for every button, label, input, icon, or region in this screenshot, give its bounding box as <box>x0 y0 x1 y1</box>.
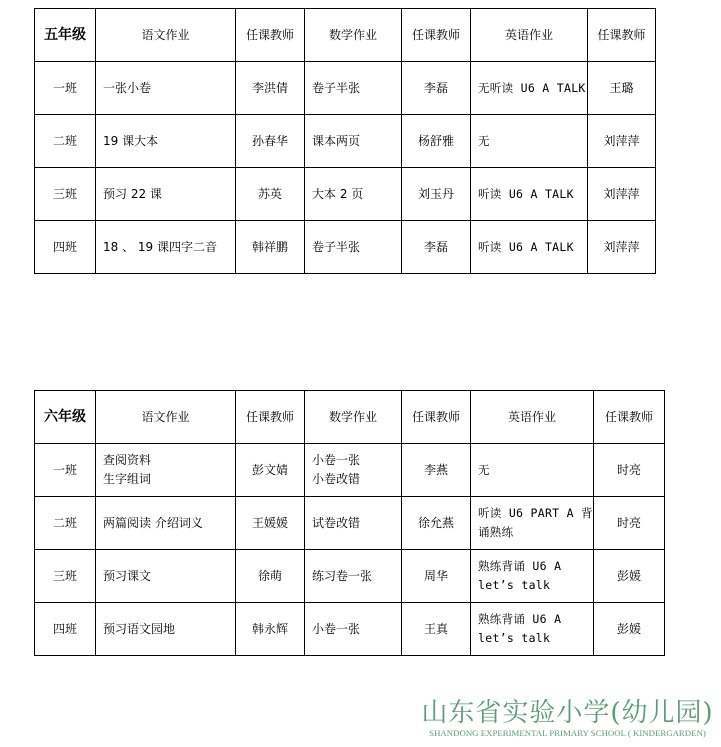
table-header-row <box>35 391 665 444</box>
chinese-teacher: 韩永辉 <box>236 603 305 656</box>
class-name: 四班 <box>35 221 96 274</box>
math-homework-cell <box>305 168 402 221</box>
math-teacher: 李磊 <box>402 62 471 115</box>
chinese-teacher: 彭文婧 <box>236 444 305 497</box>
chinese-homework-cell <box>96 550 236 603</box>
math-teacher: 徐允燕 <box>402 497 471 550</box>
chinese-homework-cell <box>96 168 236 221</box>
chinese-homework-line: 查阅资料 <box>103 453 152 467</box>
math-homework-line: 练习卷一张 <box>312 568 373 583</box>
chinese-teacher: 孙春华 <box>236 115 305 168</box>
class-name: 二班 <box>35 115 96 168</box>
chinese-teacher: 王媛媛 <box>236 497 305 550</box>
english-teacher: 彭媛 <box>594 550 665 603</box>
english-homework-cell <box>471 444 594 497</box>
math-teacher: 王真 <box>402 603 471 656</box>
english-homework-cell <box>471 221 588 274</box>
table-row <box>35 168 656 221</box>
class-name: 四班 <box>35 603 96 656</box>
school-logo <box>420 692 715 744</box>
chinese-teacher: 徐萌 <box>236 550 305 603</box>
chinese-homework-line: 预习 22 课 <box>103 186 162 201</box>
column-header: 语文作业 <box>96 391 236 444</box>
math-homework-line: 卷子半张 <box>312 80 361 95</box>
english-homework-line: 听读 U6 A TALK <box>478 186 574 201</box>
english-homework-cell <box>471 550 594 603</box>
chinese-homework-cell <box>96 444 236 497</box>
math-homework-line: 课本两页 <box>312 133 361 148</box>
school-logo-name-en: SHANDONG EXPERIMENTAL PRIMARY SCHOOL ( KINDERGARDEN) <box>429 728 706 738</box>
column-header: 任课教师 <box>402 9 471 62</box>
chinese-homework-line: 一张小卷 <box>103 80 152 95</box>
english-teacher: 刘萍萍 <box>588 168 656 221</box>
english-homework-cell <box>471 497 594 550</box>
english-teacher: 刘萍萍 <box>588 115 656 168</box>
math-homework-line: 大本 2 页 <box>312 186 364 201</box>
math-homework-line: 小卷改错 <box>312 472 361 486</box>
math-homework-cell <box>305 444 402 497</box>
table-row <box>35 115 656 168</box>
english-homework-line: 无听读 U6 A TALK <box>478 80 586 95</box>
chinese-homework-line: 预习课文 <box>103 568 152 583</box>
chinese-homework-line: 19 课大本 <box>103 133 159 148</box>
math-homework-cell <box>305 115 402 168</box>
column-header: 数学作业 <box>305 391 402 444</box>
english-teacher: 刘萍萍 <box>588 221 656 274</box>
grade-label: 六年级 <box>35 391 96 444</box>
table-row <box>35 550 665 603</box>
chinese-homework-cell <box>96 497 236 550</box>
math-teacher: 刘玉丹 <box>402 168 471 221</box>
math-homework-cell <box>305 603 402 656</box>
class-name: 一班 <box>35 62 96 115</box>
math-teacher: 杨舒雅 <box>402 115 471 168</box>
column-header: 语文作业 <box>96 9 236 62</box>
math-homework-line: 试卷改错 <box>312 515 361 530</box>
english-homework-cell <box>471 62 588 115</box>
column-header: 任课教师 <box>588 9 656 62</box>
math-homework-cell <box>305 221 402 274</box>
table-header-row <box>35 9 656 62</box>
english-teacher: 彭媛 <box>594 603 665 656</box>
english-teacher: 王璐 <box>588 62 656 115</box>
math-homework-cell <box>305 497 402 550</box>
grade5-homework-table <box>34 8 656 274</box>
math-homework-line: 小卷一张 <box>312 453 361 467</box>
table-row <box>35 497 665 550</box>
english-homework-cell <box>471 603 594 656</box>
chinese-homework-cell <box>96 62 236 115</box>
class-name: 三班 <box>35 168 96 221</box>
math-homework-line: 小卷一张 <box>312 621 361 636</box>
column-header: 英语作业 <box>471 9 588 62</box>
chinese-homework-line: 两篇阅读 介绍词义 <box>103 515 203 530</box>
table-row <box>35 444 665 497</box>
english-homework-line: 熟练背诵 U6 A <box>478 612 562 626</box>
table-row <box>35 603 665 656</box>
column-header: 任课教师 <box>402 391 471 444</box>
table-row <box>35 221 656 274</box>
math-homework-cell <box>305 550 402 603</box>
column-header: 英语作业 <box>471 391 594 444</box>
column-header: 任课教师 <box>236 9 305 62</box>
column-header: 任课教师 <box>594 391 665 444</box>
chinese-homework-line: 预习语文园地 <box>103 621 176 636</box>
english-homework-cell <box>471 168 588 221</box>
chinese-teacher: 苏英 <box>236 168 305 221</box>
column-header: 数学作业 <box>305 9 402 62</box>
english-teacher: 时亮 <box>594 444 665 497</box>
math-teacher: 李磊 <box>402 221 471 274</box>
english-homework-line: 无 <box>478 133 490 148</box>
grade6-homework-table <box>34 390 665 656</box>
chinese-homework-line: 18 、 19 课四字二音 <box>103 239 217 254</box>
grade-label: 五年级 <box>35 9 96 62</box>
column-header: 任课教师 <box>236 391 305 444</box>
chinese-teacher: 韩祥鹏 <box>236 221 305 274</box>
english-homework-line: let’s talk <box>478 578 551 592</box>
english-homework-line: let’s talk <box>478 631 551 645</box>
chinese-homework-cell <box>96 115 236 168</box>
class-name: 一班 <box>35 444 96 497</box>
english-homework-line: 诵熟练 <box>478 525 514 539</box>
english-homework-line: 熟练背诵 U6 A <box>478 559 562 573</box>
english-teacher: 时亮 <box>594 497 665 550</box>
math-homework-cell <box>305 62 402 115</box>
english-homework-line: 听读 U6 PART A 背 <box>478 506 593 520</box>
english-homework-cell <box>471 115 588 168</box>
table-row <box>35 62 656 115</box>
class-name: 三班 <box>35 550 96 603</box>
school-logo-name-cn: 山东省实验小学(幼儿园) <box>421 698 714 728</box>
english-homework-line: 听读 U6 A TALK <box>478 239 574 254</box>
math-teacher: 李燕 <box>402 444 471 497</box>
math-teacher: 周华 <box>402 550 471 603</box>
chinese-homework-cell <box>96 603 236 656</box>
math-homework-line: 卷子半张 <box>312 239 361 254</box>
chinese-teacher: 李洪倩 <box>236 62 305 115</box>
class-name: 二班 <box>35 497 96 550</box>
english-homework-line: 无 <box>478 462 490 477</box>
chinese-homework-line: 生字组词 <box>103 472 152 486</box>
chinese-homework-cell <box>96 221 236 274</box>
